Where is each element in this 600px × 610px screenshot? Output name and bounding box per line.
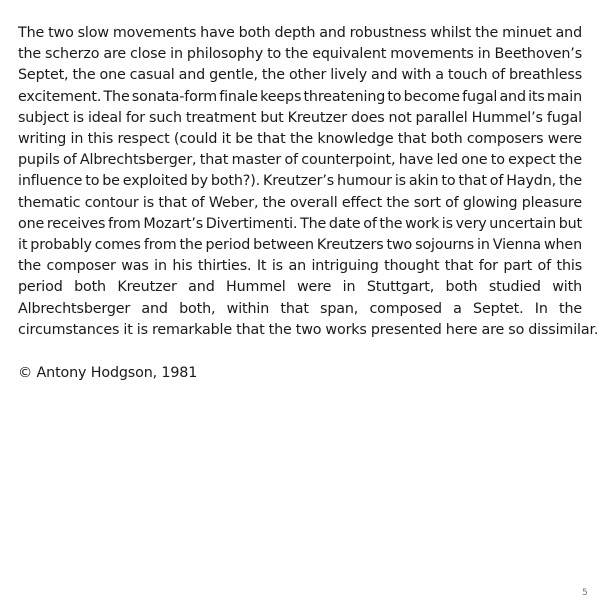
paragraph-line: the composer was in his thirties. It is an intriguing thought that for part of this — [18, 258, 582, 275]
paragraph-line: pupils of Albrechtsberger, that master of counterpoint, have led one to expect the — [18, 152, 582, 169]
paragraph-line: Albrechtsberger and both, within that span, composed a Septet. In the — [18, 300, 582, 317]
paragraph-line: the scherzo are close in philosophy to the equivalent movements in Beethoven’s — [18, 46, 582, 63]
paragraph-line: one receives from Mozart’s Divertimenti. The date of the work is very uncertain but — [18, 215, 582, 232]
paragraph-line: period both Kreutzer and Hummel were in Stuttgart, both studied with — [18, 279, 582, 296]
paragraph-line: thematic contour is that of Weber, the overall effect the sort of glowing pleasure — [18, 194, 582, 211]
paragraph-line: influence to be exploited by both?). Kreutzer’s humour is akin to that of Haydn, the — [18, 173, 582, 190]
body-paragraph — [18, 23, 599, 341]
paragraph-line: circumstances it is remarkable that the two works presented here are so dissimilar. — [18, 321, 599, 338]
paragraph-line: Septet, the one casual and gentle, the other lively and with a touch of breathless — [18, 67, 582, 84]
page-number: 5 — [582, 588, 588, 598]
paragraph-line: writing in this respect (could it be that the knowledge that both composers were — [18, 131, 582, 148]
paragraph-line: it probably comes from the period between Kreutzers two sojourns in Vienna when — [18, 237, 582, 254]
author-credit: © Antony Hodgson, 1981 — [18, 365, 198, 381]
paragraph-line: subject is ideal for such treatment but Kreutzer does not parallel Hummel’s fugal — [18, 109, 582, 126]
paragraph-line: excitement. The sonata-form finale keeps threatening to become fugal and its main — [18, 88, 582, 105]
paragraph-line: The two slow movements have both depth and robustness whilst the minuet and — [18, 25, 582, 41]
